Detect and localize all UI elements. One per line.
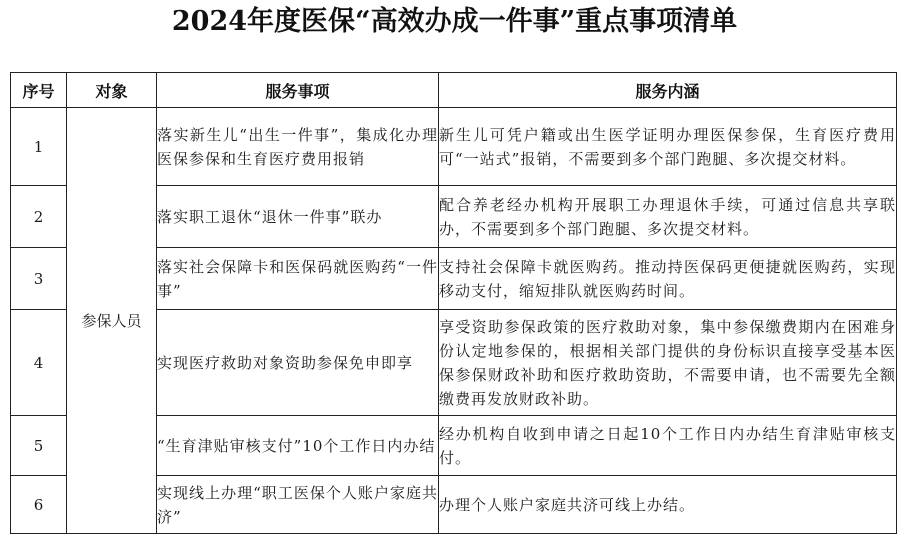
key-matters-table: [10, 72, 897, 534]
header-seq: 序号: [11, 73, 67, 108]
matter-text: “生育津贴审核支付”10个工作日内办结: [157, 436, 436, 455]
row-seq: 6: [11, 476, 67, 534]
content-text: 配合养老经办机构开展职工办理退休手续，可通过信息共享联办，不需要到多个部门跑腿、多次提交材料。: [439, 195, 896, 238]
content-text: 办理个人账户家庭共济可线上办结。: [439, 495, 696, 514]
content-text: 新生儿可凭户籍或出生医学证明办理医保参保，生育医疗费用可“一站式”报销，不需要到多个部门跑腿、多次提交材料。: [439, 125, 896, 168]
row-seq: 1: [11, 108, 67, 186]
content-text: 享受资助参保政策的医疗救助对象，集中参保缴费期内在困难身份认定地参保的，根据相关部门提供的身份标识直接享受基本医保参保财政补助和医疗救助资助，不需要申请，也不需要先全额缴费再发放财政补助。: [439, 317, 896, 408]
header-content: 服务内涵: [439, 73, 897, 108]
matter-text: 实现线上办理“职工医保个人账户家庭共济”: [157, 483, 438, 526]
document-title: 2024年度医保“高效办成一件事”重点事项清单: [171, 6, 738, 37]
row-seq: 2: [11, 186, 67, 248]
table-header-row: [11, 73, 897, 108]
row-content: [439, 310, 897, 416]
matter-text: 实现医疗救助对象资助参保免申即享: [157, 353, 414, 372]
row-content: [439, 186, 897, 248]
content-text: 支持社会保障卡就医购药。推动持医保码更便捷就医购药，实现移动支付，缩短排队就医购药时间。: [439, 257, 896, 300]
row-content: [439, 476, 897, 534]
target-cell: 参保人员: [67, 108, 157, 534]
row-seq: 5: [11, 416, 67, 476]
row-matter: [157, 108, 439, 186]
row-content: [439, 248, 897, 310]
row-matter: [157, 248, 439, 310]
matter-text: 落实社会保障卡和医保码就医购药“一件事”: [157, 257, 438, 300]
row-seq: 4: [11, 310, 67, 416]
header-matter: 服务事项: [157, 73, 439, 108]
row-seq: 3: [11, 248, 67, 310]
row-matter: [157, 476, 439, 534]
matter-text: 落实职工退休“退休一件事”联办: [157, 207, 383, 226]
row-matter: [157, 186, 439, 248]
row-matter: [157, 310, 439, 416]
row-content: [439, 108, 897, 186]
matter-text: 落实新生儿“出生一件事”，集成化办理医保参保和生育医疗费用报销: [157, 125, 438, 168]
table-row: [11, 108, 897, 186]
content-text: 经办机构自收到申请之日起10个工作日内办结生育津贴审核支付。: [439, 424, 896, 467]
row-content: [439, 416, 897, 476]
header-target: 对象: [67, 73, 157, 108]
row-matter: [157, 416, 439, 476]
